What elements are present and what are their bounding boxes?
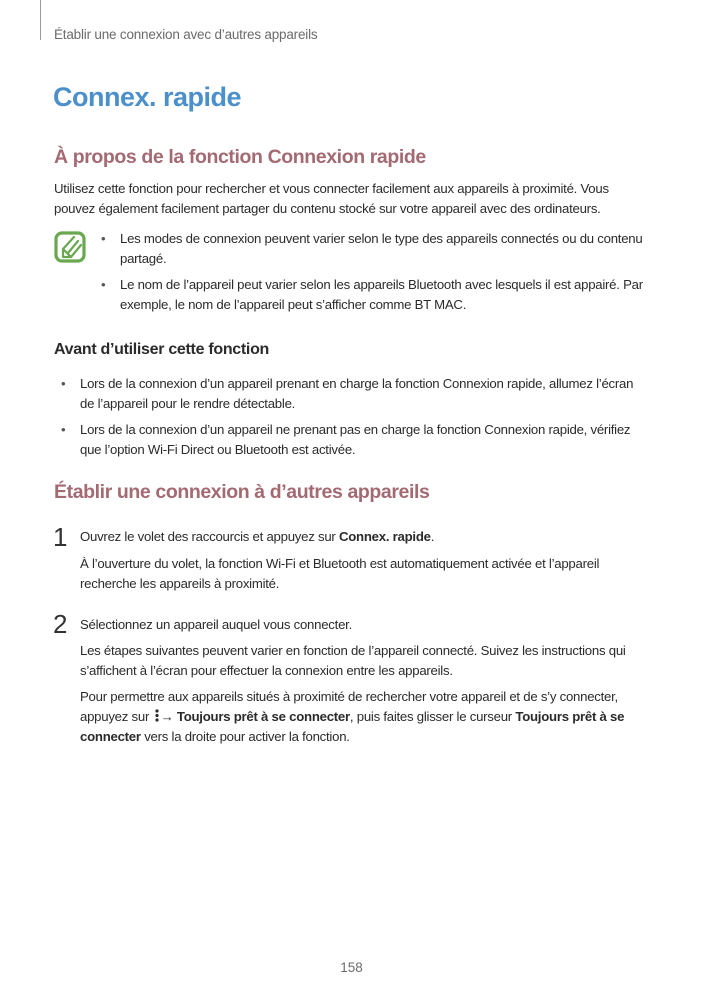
step-1-instruction: Ouvrez le volet des raccourcis et appuyez sur Connex. rapide. [80,529,435,544]
section-heading-before: Avant d’utiliser cette fonction [54,341,270,358]
header-rule [40,0,41,40]
bullet-icon: • [101,231,106,246]
ui-label-connex-rapide: Connex. rapide [338,529,431,544]
arrow-icon: → [160,709,174,724]
ui-label-always-ready: Toujours prêt à se connecter [176,709,350,724]
ui-label-always-ready-slider: Toujours prêt à se connecter [80,709,625,744]
step-2-extra: Pour permettre aux appareils situés à proximité de rechercher votre appareil et de s’y connecter, appuyez sur → Toujours prêt à se connecter, puis faites glisser le curseur Toujours prêt à se connecter vers la droite pour activer la fonction. [80,689,625,744]
about-intro-line-1: Utilisez cette fonction pour rechercher et vous connecter facilement aux appareils à proximité. Vous [54,181,609,196]
about-intro [54,179,654,219]
step-2-detail: Les étapes suivantes peuvent varier en fonction de l’appareil connecté. Suivez les instructions qui s’affichent à l’écran pour effectuer la connexion entre les appareils. [80,643,626,678]
more-options-icon [155,709,159,722]
before-list [61,374,640,460]
bullet-icon: • [61,376,66,391]
bullet-icon: • [61,422,66,437]
page-title: Connex. rapide [53,82,242,112]
before-item: • Lors de la connexion d’un appareil ne prenant pas en charge la fonction Connexion rapide, vérifiez que l’option Wi-Fi Direct ou Bluetooth est activée. [61,422,631,457]
bullet-icon: • [101,277,106,292]
note-pencil-icon [54,231,86,263]
step-number-1: 1 [53,522,68,552]
running-header: Établir une connexion avec d’autres appareils [54,27,318,42]
section-heading-connect: Établir une connexion à d’autres appareils [54,481,430,503]
before-item: • Lors de la connexion d’un appareil prenant en charge la fonction Connexion rapide, allumez l’écran de l’appareil pour le rendre détectable. [61,376,634,411]
note-item: • Le nom de l’appareil peut varier selon les appareils Bluetooth avec lesquels il est appairé. Par exemple, le nom de l’appareil peut s’afficher comme BT MAC. [101,277,643,312]
section-heading-about: À propos de la fonction Connexion rapide [54,146,426,168]
step-1-detail: À l’ouverture du volet, la fonction Wi-Fi et Bluetooth est automatiquement activée et l’appareil recherche les appareils à proximité. [80,556,600,591]
about-intro-line-2: pouvez également facilement partager du contenu stocké sur votre appareil avec des ordinateurs. [54,201,601,216]
step-2-instruction: Sélectionnez un appareil auquel vous connecter. [80,617,352,632]
note-list [101,229,650,315]
page-number: 158 [340,960,363,975]
step-number-2: 2 [53,609,68,639]
note-item: • Les modes de connexion peuvent varier selon le type des appareils connectés ou du contenu partagé. [101,231,643,266]
